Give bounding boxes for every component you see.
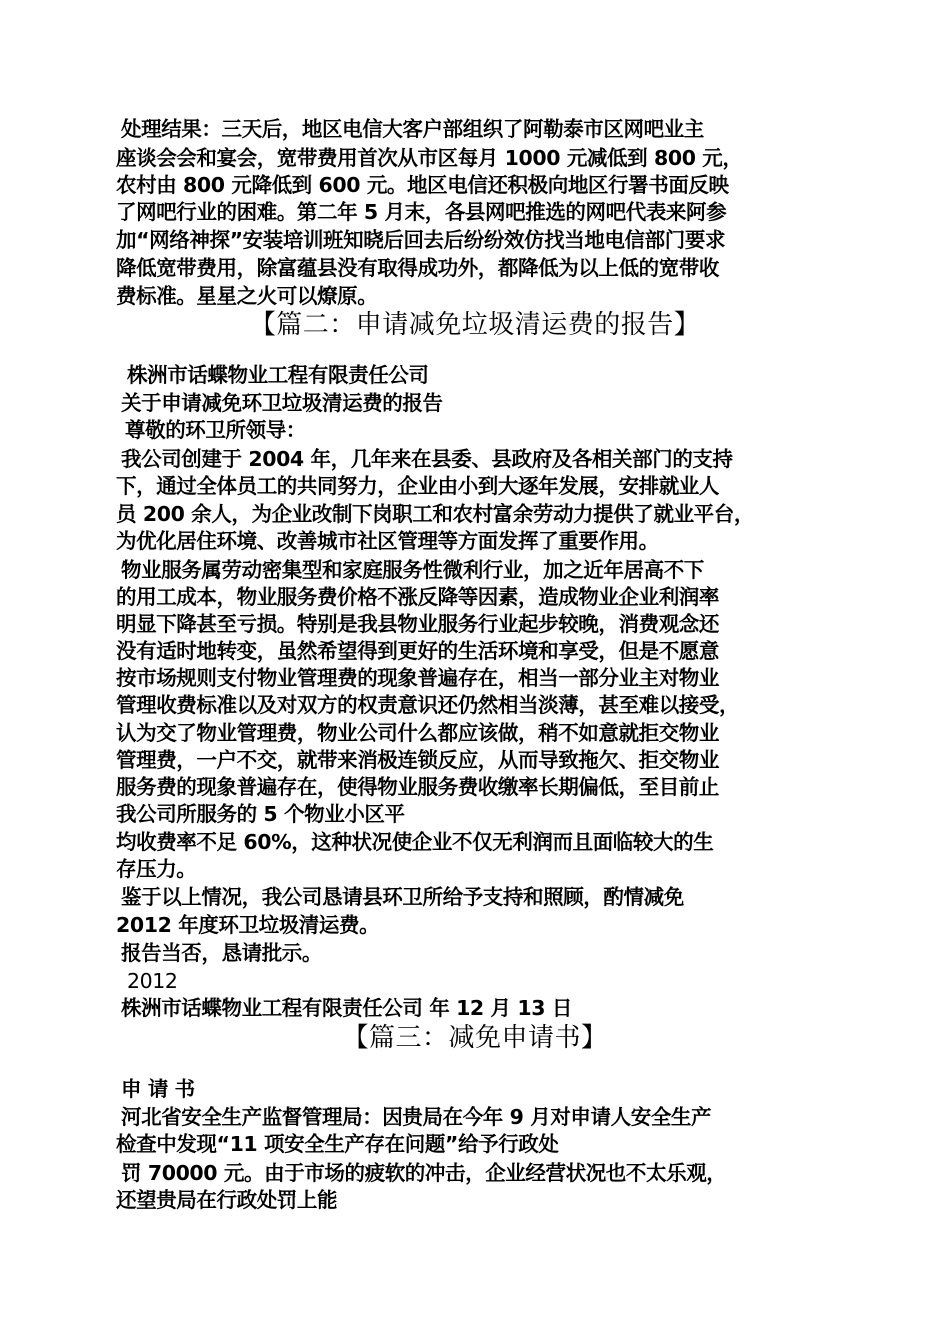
closing-line: 报告当否，恳请批示。 bbox=[121, 941, 322, 965]
paragraph-line: 2012 年度环卫垃圾清运费。 bbox=[116, 913, 380, 937]
paragraph-line: 认为交了物业管理费，物业公司什么都应该做，稍不如意就拒交物业 bbox=[116, 721, 719, 745]
paragraph-line: 均收费率不足 60%，这种状况使企业不仅无利润而且面临较大的生 bbox=[116, 830, 714, 854]
paragraph-line: 下，通过全体员工的共同努力，企业由小到大逐年发展，安排就业人 bbox=[116, 474, 719, 498]
paragraph-line: 处理结果：三天后，地区电信大客户部组织了阿勒泰市区网吧业主 bbox=[121, 117, 704, 141]
paragraph-line: 我公司所服务的 5 个物业小区平 bbox=[116, 802, 405, 826]
paragraph-line: 没有适时地转变，虽然希望得到更好的生活环境和享受，但是不愿意 bbox=[116, 639, 719, 663]
signature-line: 株洲市话蝶物业工程有限责任公司 年 12 月 13 日 bbox=[121, 996, 572, 1020]
salutation: 尊敬的环卫所领导： bbox=[125, 418, 306, 442]
paragraph-line: 的用工成本，物业服务费价格不涨反降等因素，造成物业企业利润率 bbox=[116, 585, 719, 609]
paragraph-line: 检查中发现“11 项安全生产存在问题”给予行政处 bbox=[116, 1132, 559, 1156]
paragraph-line: 还望贵局在行政处罚上能 bbox=[116, 1188, 338, 1212]
paragraph-line: 按市场规则支付物业管理费的现象普遍存在，相当一部分业主对物业 bbox=[116, 666, 719, 690]
application-title: 申 请 书 bbox=[121, 1077, 195, 1101]
report-title: 关于申请减免环卫垃圾清运费的报告 bbox=[121, 391, 443, 415]
paragraph-line: 费标准。星星之火可以燎原。 bbox=[116, 284, 378, 308]
paragraph-line: 物业服务属劳动密集型和家庭服务性微利行业，加之近年居高不下 bbox=[121, 558, 704, 582]
date-year: 2012 bbox=[127, 969, 178, 993]
paragraph-line: 降低宽带费用，除富蕴县没有取得成功外，都降低为以上低的宽带收 bbox=[116, 256, 719, 280]
paragraph-line: 了网吧行业的困难。第二年 5 月末，各县网吧推选的网吧代表来阿参 bbox=[116, 200, 727, 224]
company-name: 株洲市话蝶物业工程有限责任公司 bbox=[127, 363, 429, 387]
paragraph-line: 员 200 余人，为企业改制下岗职工和农村富余劳动力提供了就业平台， bbox=[116, 502, 754, 526]
section-3-heading: 【篇三：减免申请书】 bbox=[342, 1023, 608, 1053]
paragraph-line: 管理费，一户不交，就带来消极连锁反应，从而导致拖欠、拒交物业 bbox=[116, 748, 719, 772]
paragraph-line: 罚 70000 元。由于市场的疲软的冲击，企业经营状况也不太乐观， bbox=[121, 1161, 727, 1185]
paragraph-line: 我公司创建于 2004 年，几年来在县委、县政府及各相关部门的支持 bbox=[121, 447, 733, 471]
paragraph-line: 农村由 800 元降低到 600 元。地区电信还积极向地区行署书面反映 bbox=[116, 173, 729, 197]
paragraph-line: 服务费的现象普遍存在，使得物业服务费收缴率长期偏低，至目前止 bbox=[116, 775, 719, 799]
paragraph-line: 明显下降甚至亏损。特别是我县物业服务行业起步较晚，消费观念还 bbox=[116, 612, 719, 636]
paragraph-line: 加“网络神探”安装培训班知晓后回去后纷纷效仿找当地电信部门要求 bbox=[116, 228, 726, 252]
paragraph-line: 管理收费标准以及对双方的权责意识还仍然相当淡薄，甚至难以接受， bbox=[116, 693, 740, 717]
paragraph-line: 座谈会会和宴会，宽带费用首次从市区每月 1000 元减低到 800 元， bbox=[116, 146, 743, 170]
paragraph-line: 存压力。 bbox=[116, 857, 197, 881]
paragraph-line: 鉴于以上情况，我公司恳请县环卫所给予支持和照顾，酌情减免 bbox=[121, 885, 684, 909]
section-2-heading: 【篇二：申请减免垃圾清运费的报告】 bbox=[249, 310, 701, 340]
paragraph-line: 河北省安全生产监督管理局：因贵局在今年 9 月对申请人安全生产 bbox=[121, 1105, 712, 1129]
paragraph-line: 为优化居住环境、改善城市社区管理等方面发挥了重要作用。 bbox=[116, 529, 659, 553]
